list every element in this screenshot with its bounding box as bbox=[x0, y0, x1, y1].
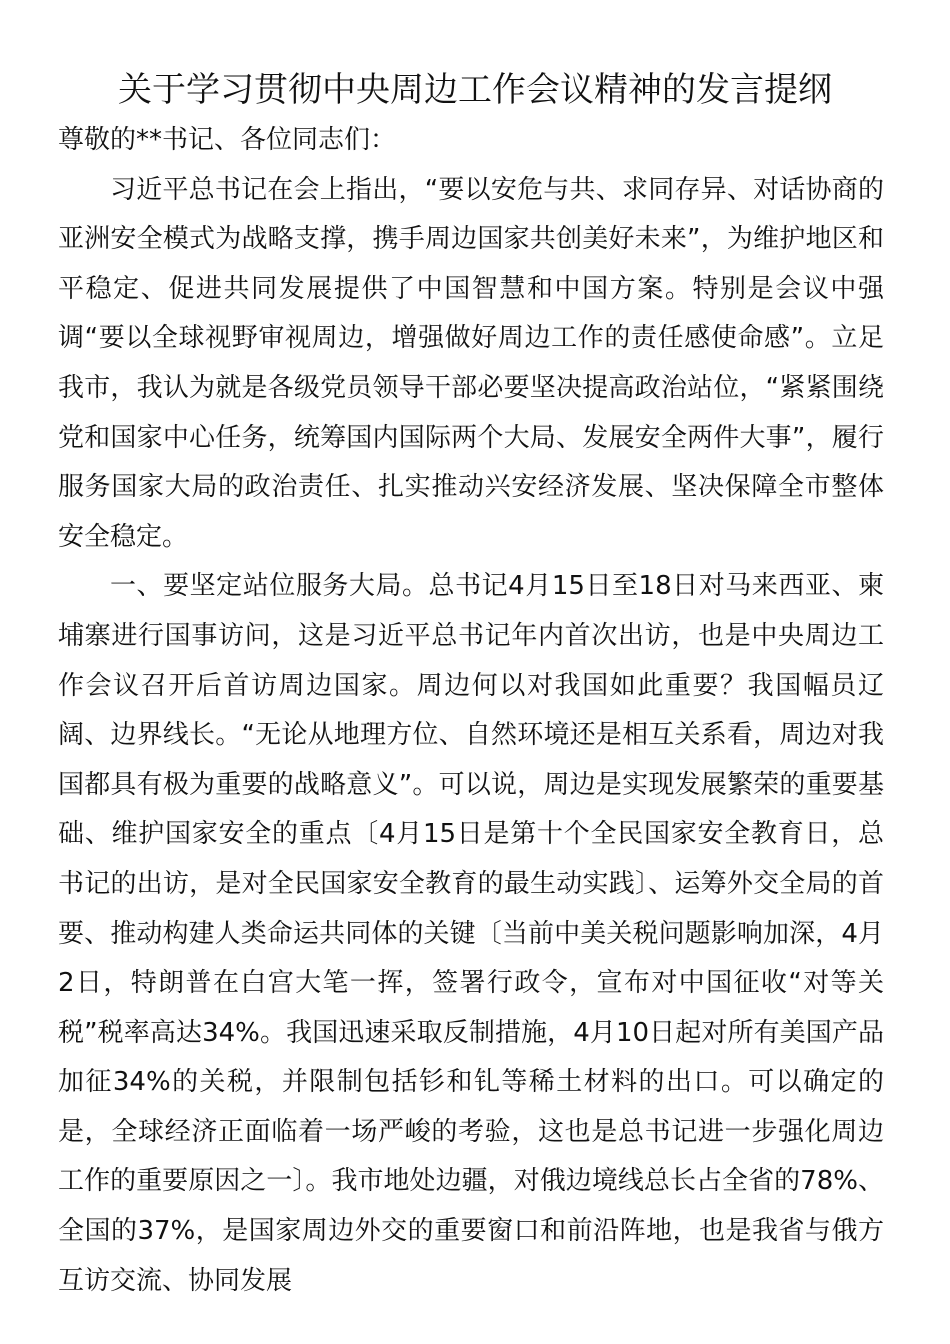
document-body bbox=[58, 116, 884, 1306]
salutation: 尊敬的**书记、各位同志们： bbox=[58, 125, 397, 155]
paragraph: 一、要坚定站位服务大局。总书记4月15日至18日对马来西亚、柬埔寨进行国事访问，这是习近平总书记年内首次出访，也是中央周边工作会议召开后首访周边国家。周边何以对我国如此重要？我国幅员辽阔、边界线长。“无论从地理方位、自然环境还是相互关系看，周边对我国都具有极为重要的战略意义”。可以说，周边是实现发展繁荣的重要基础、维护国家安全的重点〔4月15日是第十个全民国家安全教育日，总书记的出访，是对全民国家安全教育的最生动实践〕、运筹外交全局的首要、推动构建人类命运共同体的关键〔当前中美关税问题影响加深，4月2日，特朗普在白宫大笔一挥，签署行政令，宣布对中国征收“对等关税”税率高达34%。我国迅速采取反制措施，4月10日起对所有美国产品加征34%的关税，并限制包括钐和钆等稀土材料的出口。可以确定的是，全球经济正面临着一场严峻的考验，这也是总书记进一步强化周边工作的重要原因之一〕。我市地处边疆，对俄边境线总长占全省的78%、全国的37%，是国家周边外交的重要窗口和前沿阵地，也是我省与俄方互访交流、协同发展 bbox=[58, 571, 884, 1296]
paragraph: 习近平总书记在会上指出，“要以安危与共、求同存异、对话协商的亚洲安全模式为战略支撑，携手周边国家共创美好未来”，为维护地区和平稳定、促进共同发展提供了中国智慧和中国方案。特别是会议中强调“要以全球视野审视周边，增强做好周边工作的责任感使命感”。立足我市，我认为就是各级党员领导干部必要坚决提高政治站位，“紧紧围绕党和国家中心任务，统筹国内国际两个大局、发展安全两件大事”，履行服务国家大局的政治责任、扎实推动兴安经济发展、坚决保障全市整体安全稳定。 bbox=[58, 174, 884, 552]
document-title: 关于学习贯彻中央周边工作会议精神的发言提纲 bbox=[118, 70, 832, 110]
